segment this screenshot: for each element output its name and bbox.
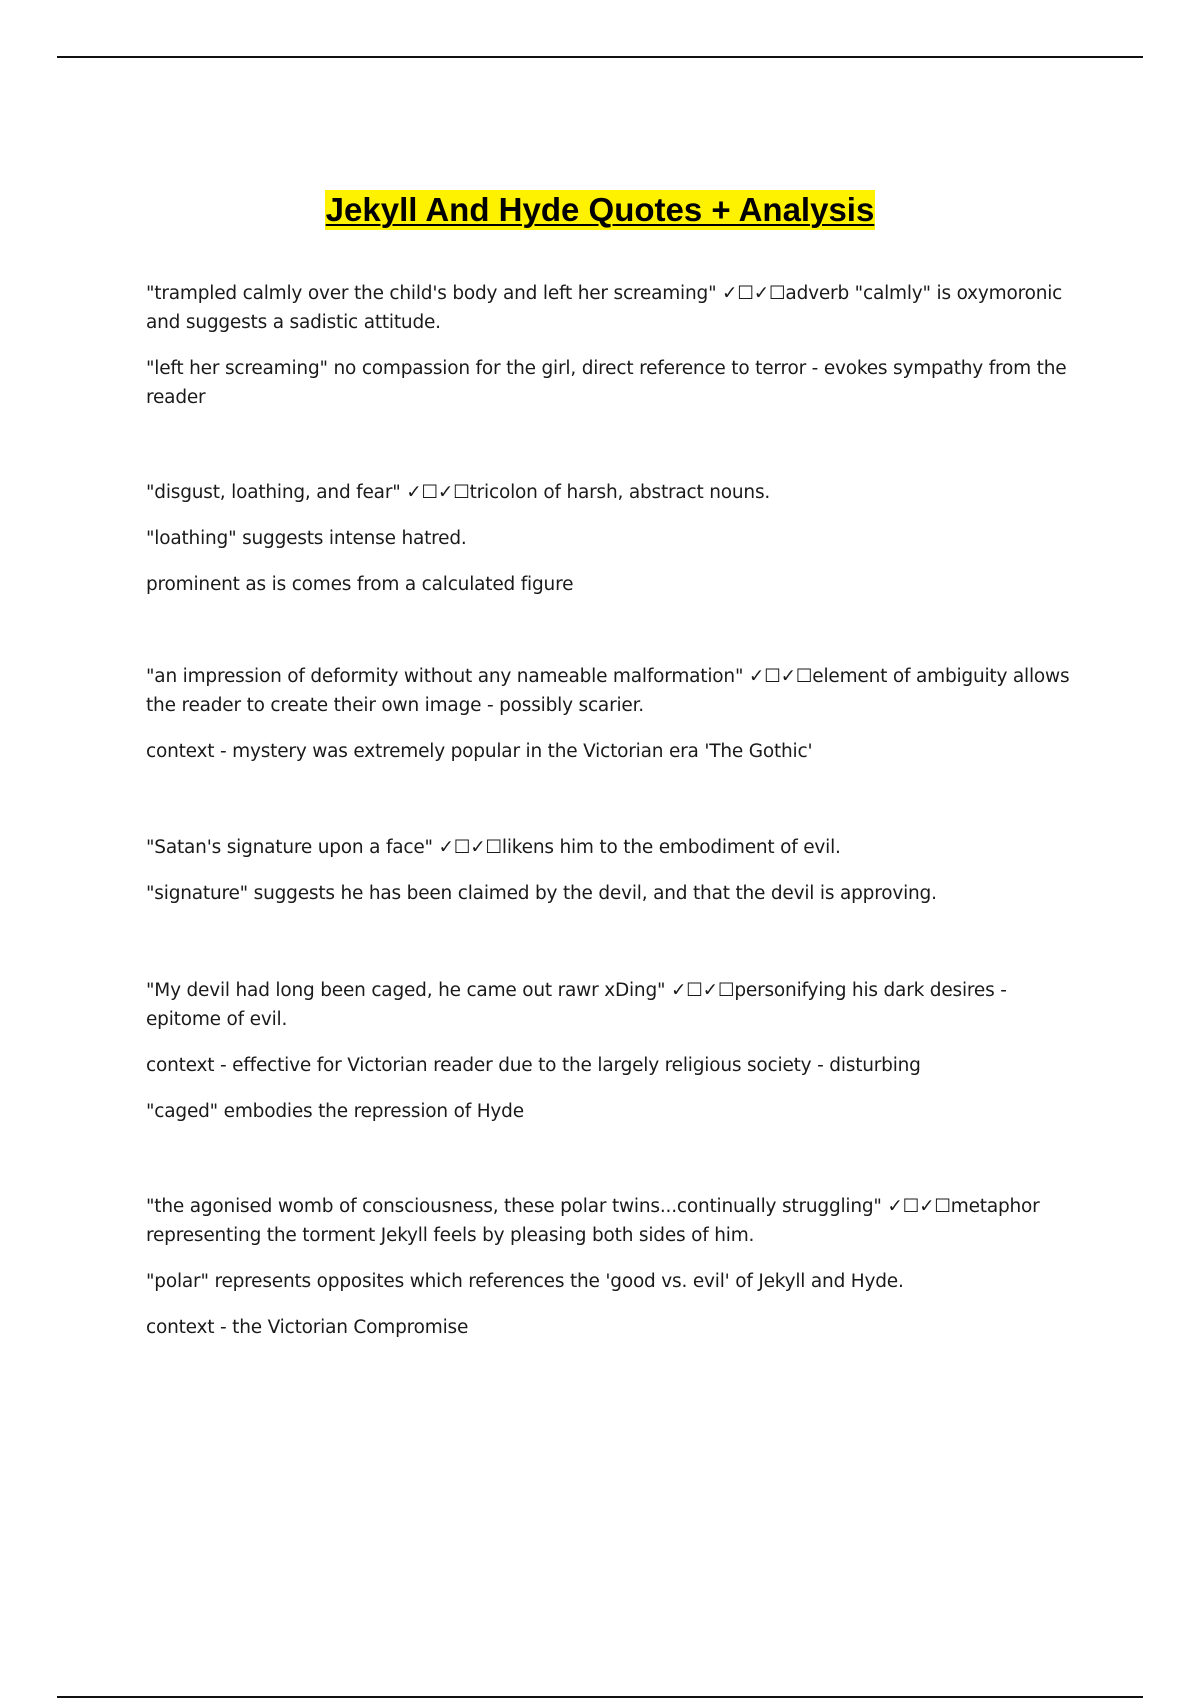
- analysis-note: context - effective for Victorian reader due to the largely religious society - disturbing: [146, 1055, 921, 1076]
- analysis-note: prominent as is comes from a calculated figure: [146, 574, 574, 595]
- quote-text: "trampled calmly over the child's body and left her screaming" ✓☐✓☐adverb "calmly" is oxymoronic and suggests a sadistic attitude.: [146, 283, 1063, 333]
- quote-text: "My devil had long been caged, he came out rawr xDing" ✓☐✓☐personifying his dark desires - epitome of evil.: [146, 980, 1007, 1030]
- bottom-divider: [57, 1696, 1143, 1698]
- analysis-note: "polar" represents opposites which references the 'good vs. evil' of Jekyll and Hyde.: [146, 1271, 904, 1292]
- quote-entry-1: [146, 279, 1086, 412]
- quote-entry-4: [146, 833, 1086, 908]
- quote-entry-2: [146, 478, 1086, 599]
- analysis-note: context - the Victorian Compromise: [146, 1317, 469, 1338]
- analysis-note: "loathing" suggests intense hatred.: [146, 528, 467, 549]
- quote-entry-5: [146, 976, 1086, 1126]
- document-body: [146, 279, 1086, 1359]
- quote-text: "disgust, loathing, and fear" ✓☐✓☐tricolon of harsh, abstract nouns.: [146, 482, 771, 503]
- document-title: Jekyll And Hyde Quotes + Analysis: [325, 191, 875, 228]
- quote-text: "an impression of deformity without any nameable malformation" ✓☐✓☐element of ambiguity allows the reader to create their own image - possibly scarier.: [146, 666, 1070, 716]
- quote-text: "Satan's signature upon a face" ✓☐✓☐likens him to the embodiment of evil.: [146, 837, 841, 858]
- analysis-note: "signature" suggests he has been claimed by the devil, and that the devil is approving.: [146, 883, 937, 904]
- analysis-note: "left her screaming" no compassion for the girl, direct reference to terror - evokes sympathy from the reader: [146, 358, 1067, 408]
- quote-entry-6: [146, 1192, 1086, 1342]
- quote-entry-3: [146, 662, 1086, 766]
- analysis-note: context - mystery was extremely popular in the Victorian era 'The Gothic': [146, 741, 813, 762]
- top-divider: [57, 56, 1143, 58]
- quote-text: "the agonised womb of consciousness, these polar twins...continually struggling" ✓☐✓☐metaphor representing the torment Jekyll feels by pleasing both sides of him.: [146, 1196, 1040, 1246]
- analysis-note: "caged" embodies the repression of Hyde: [146, 1101, 524, 1122]
- title-container: [0, 190, 1200, 230]
